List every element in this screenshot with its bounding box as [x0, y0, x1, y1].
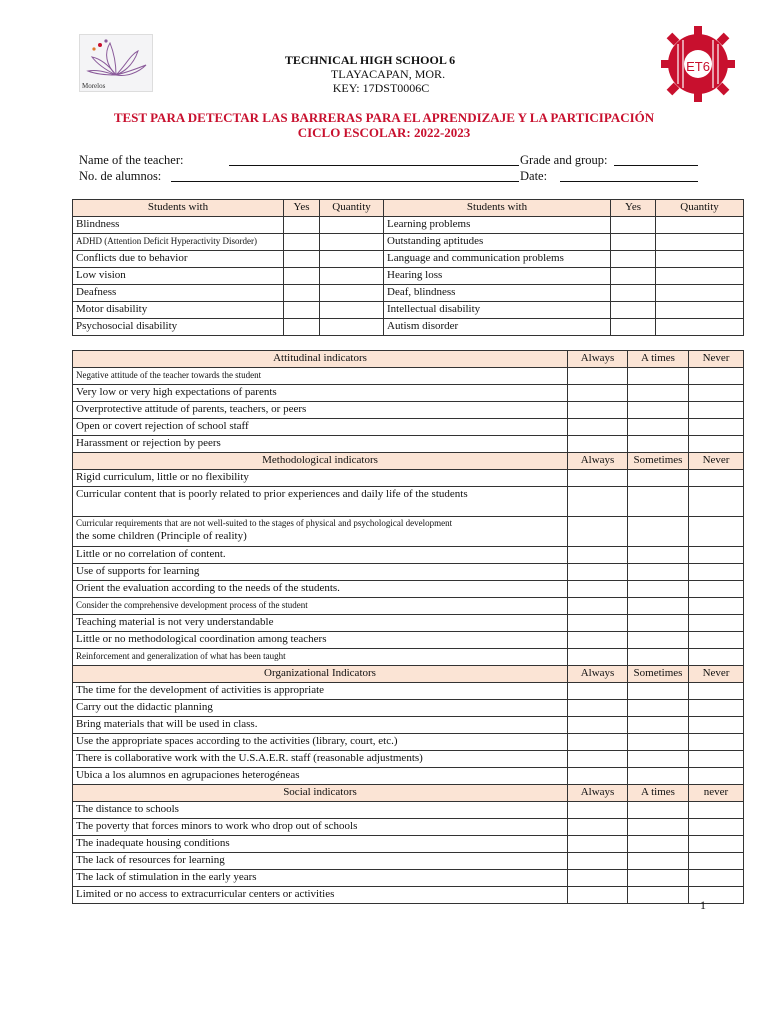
indicator-row: [73, 547, 744, 564]
condition-label: Motor disability: [73, 302, 284, 319]
indicator-label: Reinforcement and generalization of what has been taught: [73, 649, 568, 666]
school-key: KEY: 17DST0006C: [332, 81, 430, 95]
column-header: never: [689, 785, 744, 802]
quantity-cell[interactable]: [320, 234, 384, 251]
quantity-cell[interactable]: [656, 285, 744, 302]
page-subtitle: CICLO ESCOLAR: 2022-2023: [297, 125, 471, 140]
rating-cell[interactable]: [689, 802, 744, 819]
rating-cell[interactable]: [568, 402, 628, 419]
rating-cell[interactable]: [628, 700, 689, 717]
condition-label: Conflicts due to behavior: [73, 251, 284, 268]
yes-cell[interactable]: [611, 217, 656, 234]
indicator-row: [73, 517, 744, 547]
students-header-cell: Students with: [73, 200, 284, 217]
yes-cell[interactable]: [284, 285, 320, 302]
rating-cell[interactable]: [568, 385, 628, 402]
rating-cell[interactable]: [568, 734, 628, 751]
column-header: Always: [568, 785, 628, 802]
indicator-label: Overprotective attitude of parents, teachers, or peers: [73, 402, 568, 419]
indicator-row: [73, 768, 744, 785]
rating-cell[interactable]: [628, 853, 689, 870]
rating-cell[interactable]: [628, 802, 689, 819]
rating-cell[interactable]: [568, 700, 628, 717]
rating-cell[interactable]: [689, 487, 744, 517]
table-row: [73, 217, 744, 234]
indicator-label: Orient the evaluation according to the needs of the students.: [73, 581, 568, 598]
logo-caption: Morelos: [82, 82, 106, 90]
rating-cell[interactable]: [689, 615, 744, 632]
quantity-cell[interactable]: [656, 234, 744, 251]
indicator-row: [73, 853, 744, 870]
indicator-row: [73, 751, 744, 768]
logo-text: ET6: [686, 59, 710, 74]
rating-cell[interactable]: [628, 887, 689, 904]
rating-cell[interactable]: [568, 368, 628, 385]
indicator-label-part: the some children (Principle of reality): [76, 530, 247, 542]
table-row: [73, 234, 744, 251]
rating-cell[interactable]: [689, 517, 744, 547]
table-row: [73, 285, 744, 302]
teacher-field[interactable]: [229, 152, 519, 166]
condition-label: Low vision: [73, 268, 284, 285]
rating-cell[interactable]: [568, 547, 628, 564]
indicator-row: [73, 368, 744, 385]
rating-cell[interactable]: [568, 470, 628, 487]
indicator-label: Carry out the didactic planning: [73, 700, 568, 717]
column-header: Never: [689, 666, 744, 683]
rating-cell[interactable]: [689, 734, 744, 751]
condition-label: Autism disorder: [384, 319, 611, 336]
students-header-cell: Quantity: [656, 200, 744, 217]
rating-cell[interactable]: [568, 870, 628, 887]
rating-cell[interactable]: [568, 802, 628, 819]
rating-cell[interactable]: [628, 547, 689, 564]
indicator-label: Use the appropriate spaces according to the activities (library, court, etc.): [73, 734, 568, 751]
rating-cell[interactable]: [568, 836, 628, 853]
grade-field[interactable]: [614, 152, 698, 166]
indicator-row: [73, 615, 744, 632]
rating-cell[interactable]: [568, 768, 628, 785]
rating-cell[interactable]: [628, 649, 689, 666]
condition-label: ADHD (Attention Deficit Hyperactivity Disorder): [73, 234, 284, 251]
condition-label: Deafness: [73, 285, 284, 302]
rating-cell[interactable]: [568, 598, 628, 615]
date-label: Date:: [520, 169, 548, 183]
column-header: Always: [568, 666, 628, 683]
indicator-label: Rigid curriculum, little or no flexibility: [73, 470, 568, 487]
column-header: A times: [628, 351, 689, 368]
rating-cell[interactable]: [689, 768, 744, 785]
alumnos-field[interactable]: [171, 168, 519, 182]
rating-cell[interactable]: [628, 632, 689, 649]
indicator-label: Ubica a los alumnos en agrupaciones heterogéneas: [73, 768, 568, 785]
rating-cell[interactable]: [628, 436, 689, 453]
page-number: 1: [700, 898, 706, 912]
quantity-cell[interactable]: [320, 251, 384, 268]
condition-label: Learning problems: [384, 217, 611, 234]
methodological-section-header: [73, 453, 744, 470]
rating-cell[interactable]: [628, 683, 689, 700]
students-header-cell: Yes: [611, 200, 656, 217]
indicator-row: [73, 649, 744, 666]
rating-cell[interactable]: [689, 870, 744, 887]
rating-cell[interactable]: [628, 768, 689, 785]
table-row: [73, 251, 744, 268]
rating-cell[interactable]: [628, 836, 689, 853]
indicators-table: [72, 350, 744, 904]
rating-cell[interactable]: [689, 547, 744, 564]
students-header-cell: Quantity: [320, 200, 384, 217]
indicator-row: [73, 581, 744, 598]
rating-cell[interactable]: [628, 470, 689, 487]
teacher-label: Name of the teacher:: [79, 153, 184, 167]
rating-cell[interactable]: [628, 581, 689, 598]
indicator-row: [73, 487, 744, 517]
indicator-row: [73, 470, 744, 487]
yes-cell[interactable]: [611, 285, 656, 302]
rating-cell[interactable]: [689, 368, 744, 385]
yes-cell[interactable]: [611, 268, 656, 285]
rating-cell[interactable]: [568, 853, 628, 870]
indicator-label: Little or no correlation of content.: [73, 547, 568, 564]
section-title: Attitudinal indicators: [73, 351, 568, 368]
rating-cell[interactable]: [568, 615, 628, 632]
rating-cell[interactable]: [628, 385, 689, 402]
quantity-cell[interactable]: [320, 217, 384, 234]
quantity-cell[interactable]: [320, 302, 384, 319]
rating-cell[interactable]: [568, 487, 628, 517]
rating-cell[interactable]: [689, 402, 744, 419]
rating-cell[interactable]: [628, 564, 689, 581]
rating-cell[interactable]: [689, 717, 744, 734]
column-header: Always: [568, 453, 628, 470]
column-header: Never: [689, 453, 744, 470]
rating-cell[interactable]: [568, 683, 628, 700]
quantity-cell[interactable]: [656, 217, 744, 234]
indicator-label: The inadequate housing conditions: [73, 836, 568, 853]
indicator-label: Curricular content that is poorly related to prior experiences and daily life of the students: [73, 487, 568, 517]
rating-cell[interactable]: [628, 487, 689, 517]
rating-cell[interactable]: [689, 683, 744, 700]
rating-cell[interactable]: [568, 751, 628, 768]
alumnos-label: No. de alumnos:: [79, 169, 162, 183]
indicator-row: [73, 385, 744, 402]
rating-cell[interactable]: [689, 598, 744, 615]
rating-cell[interactable]: [628, 615, 689, 632]
indicator-row: [73, 598, 744, 615]
indicator-label: The lack of stimulation in the early years: [73, 870, 568, 887]
rating-cell[interactable]: [689, 632, 744, 649]
rating-cell[interactable]: [628, 751, 689, 768]
column-header: Never: [689, 351, 744, 368]
rating-cell[interactable]: [689, 385, 744, 402]
school-location: TLAYACAPAN, MOR.: [330, 67, 446, 81]
indicator-label: There is collaborative work with the U.S.A.E.R. staff (reasonable adjustments): [73, 751, 568, 768]
indicator-label: The lack of resources for learning: [73, 853, 568, 870]
rating-cell[interactable]: [689, 700, 744, 717]
indicator-row: [73, 683, 744, 700]
students-header-cell: Yes: [284, 200, 320, 217]
quantity-cell[interactable]: [320, 268, 384, 285]
rating-cell[interactable]: [628, 368, 689, 385]
condition-label: Outstanding aptitudes: [384, 234, 611, 251]
organizational-section-header: [73, 666, 744, 683]
rating-cell[interactable]: [628, 734, 689, 751]
table-row: [73, 319, 744, 336]
yes-cell[interactable]: [611, 251, 656, 268]
grade-label: Grade and group:: [520, 153, 608, 167]
students-table: [72, 199, 744, 336]
yes-cell[interactable]: [611, 302, 656, 319]
rating-cell[interactable]: [628, 598, 689, 615]
column-header: Sometimes: [628, 453, 689, 470]
indicator-row: [73, 632, 744, 649]
condition-label: Hearing loss: [384, 268, 611, 285]
rating-cell[interactable]: [689, 436, 744, 453]
condition-label: Language and communication problems: [384, 251, 611, 268]
rating-cell[interactable]: [568, 887, 628, 904]
section-title: Organizational Indicators: [73, 666, 568, 683]
indicator-label: Teaching material is not very understandable: [73, 615, 568, 632]
school-name: TECHNICAL HIGH SCHOOL 6: [284, 53, 456, 67]
indicator-label: Little or no methodological coordination among teachers: [73, 632, 568, 649]
rating-cell[interactable]: [689, 887, 744, 904]
table-row: [73, 302, 744, 319]
indicator-row: [73, 564, 744, 581]
rating-cell[interactable]: [568, 632, 628, 649]
rating-cell[interactable]: [568, 517, 628, 547]
indicator-label: Open or covert rejection of school staff: [73, 419, 568, 436]
rating-cell[interactable]: [628, 402, 689, 419]
indicator-label: The distance to schools: [73, 802, 568, 819]
condition-label: Deaf, blindness: [384, 285, 611, 302]
indicator-label: [73, 517, 568, 547]
yes-cell[interactable]: [284, 217, 320, 234]
date-field[interactable]: [560, 168, 698, 182]
indicator-label: Harassment or rejection by peers: [73, 436, 568, 453]
page-title: TEST PARA DETECTAR LAS BARRERAS PARA EL APRENDIZAJE Y LA PARTICIPACIÓN: [113, 110, 655, 125]
column-header: A times: [628, 785, 689, 802]
rating-cell[interactable]: [628, 870, 689, 887]
rating-cell[interactable]: [568, 564, 628, 581]
section-title: Methodological indicators: [73, 453, 568, 470]
quantity-cell[interactable]: [656, 251, 744, 268]
rating-cell[interactable]: [568, 649, 628, 666]
rating-cell[interactable]: [689, 419, 744, 436]
condition-label: Intellectual disability: [384, 302, 611, 319]
section-title: Social indicators: [73, 785, 568, 802]
indicator-row: [73, 802, 744, 819]
rating-cell[interactable]: [689, 564, 744, 581]
yes-cell[interactable]: [284, 234, 320, 251]
indicator-label-part: Curricular requirements that are not well-suited to the stages of physical and psychological development: [76, 518, 453, 528]
rating-cell[interactable]: [628, 517, 689, 547]
rating-cell[interactable]: [689, 751, 744, 768]
rating-cell[interactable]: [689, 581, 744, 598]
quantity-cell[interactable]: [320, 319, 384, 336]
students-header-cell: Students with: [384, 200, 611, 217]
column-header: Always: [568, 351, 628, 368]
yes-cell[interactable]: [284, 268, 320, 285]
rating-cell[interactable]: [568, 581, 628, 598]
social-section-header: [73, 785, 744, 802]
indicator-row: [73, 819, 744, 836]
rating-cell[interactable]: [689, 819, 744, 836]
rating-cell[interactable]: [628, 717, 689, 734]
rating-cell[interactable]: [689, 470, 744, 487]
indicator-label: Very low or very high expectations of parents: [73, 385, 568, 402]
yes-cell[interactable]: [611, 319, 656, 336]
quantity-cell[interactable]: [320, 285, 384, 302]
indicator-label: The time for the development of activities is appropriate: [73, 683, 568, 700]
indicator-row: [73, 419, 744, 436]
condition-label: Blindness: [73, 217, 284, 234]
indicator-row: [73, 870, 744, 887]
yes-cell[interactable]: [611, 234, 656, 251]
column-header: Sometimes: [628, 666, 689, 683]
indicator-label: Limited or no access to extracurricular centers or activities: [73, 887, 568, 904]
yes-cell[interactable]: [284, 319, 320, 336]
condition-label: Psychosocial disability: [73, 319, 284, 336]
indicator-row: [73, 700, 744, 717]
rating-cell[interactable]: [689, 836, 744, 853]
table-row: [73, 268, 744, 285]
rating-cell[interactable]: [568, 717, 628, 734]
indicator-label: Use of supports for learning: [73, 564, 568, 581]
indicator-row: [73, 717, 744, 734]
attitudinal-section-header: [73, 351, 744, 368]
indicator-label: Bring materials that will be used in class.: [73, 717, 568, 734]
quantity-cell[interactable]: [656, 302, 744, 319]
indicator-row: [73, 887, 744, 904]
quantity-cell[interactable]: [656, 319, 744, 336]
indicator-row: [73, 734, 744, 751]
rating-cell[interactable]: [568, 819, 628, 836]
indicator-row: [73, 402, 744, 419]
rating-cell[interactable]: [689, 853, 744, 870]
yes-cell[interactable]: [284, 251, 320, 268]
indicator-row: [73, 436, 744, 453]
rating-cell[interactable]: [628, 819, 689, 836]
yes-cell[interactable]: [284, 302, 320, 319]
indicator-row: [73, 836, 744, 853]
quantity-cell[interactable]: [656, 268, 744, 285]
rating-cell[interactable]: [689, 649, 744, 666]
rating-cell[interactable]: [628, 419, 689, 436]
indicator-label: Consider the comprehensive development process of the student: [73, 598, 568, 615]
rating-cell[interactable]: [568, 419, 628, 436]
indicator-label: The poverty that forces minors to work who drop out of schools: [73, 819, 568, 836]
indicator-label: Negative attitude of the teacher towards the student: [73, 368, 568, 385]
rating-cell[interactable]: [568, 436, 628, 453]
